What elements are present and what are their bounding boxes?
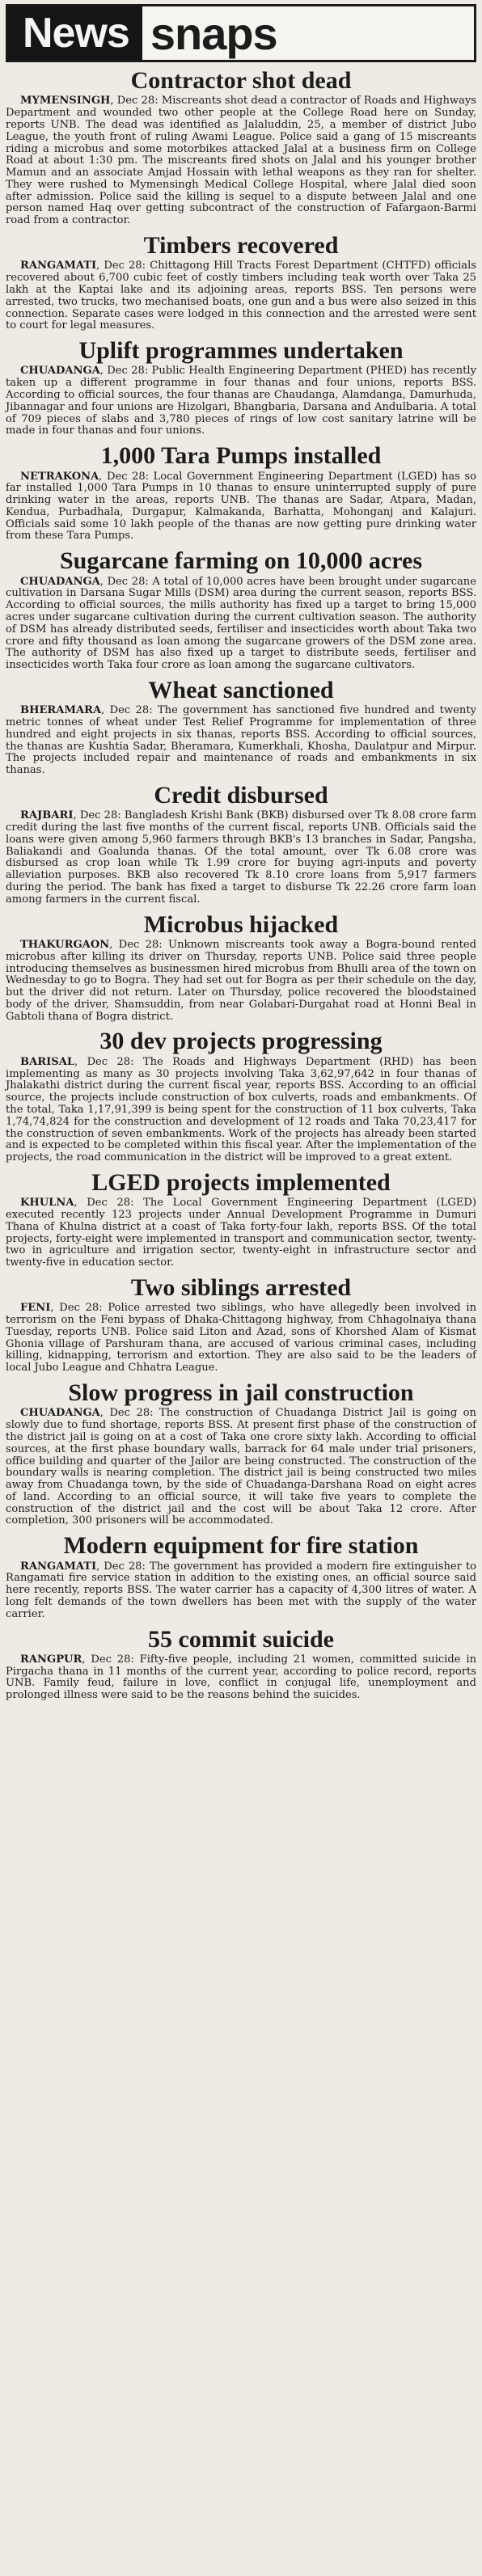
article-text: Dec 28: Unknown miscreants took away a Bogra-bound rented microbus after killing its driver on Thursday, reports UNB. Police said three people introducing themselves as businessmen hired microbus from Bhulli area of the town on Wednesday to go to Bogra. They had set out for Bogra as per their schedule on the day, but the driver did not return. Later on Thursday, police recovered the bloodstained body of the driver, Shamsuddin, from near Golabari-Durgahat road at Honni Beal in Gabtoli thana of Bogra district. — [6, 938, 476, 1023]
headline: Modern equipment for fire station — [63, 1532, 419, 1560]
headline: 30 dev projects progressing — [99, 1028, 383, 1055]
article-text: Dec 28: Bangladesh Krishi Bank (BKB) disbursed over Tk 8.08 crore farm credit during the last five months of the current fiscal, reports UNB. Officials said the loans were given among 5,960 farmers through BKB's 13 branches in Sadar, Pangsha, Baliakandi and Goalunda thanas. Of the total amount, over Tk 6.08 crore was disbursed as crop loan while Tk 1.99 crore for buying agri-inputs and poverty alleviation purposes. BKB also recovered Tk 8.10 crore loans from 5,917 farmers during the period. The bank has fixed a target to disburse Tk 22.26 crore farm loan among farmers in the current fiscal. — [6, 809, 477, 906]
dateline: THAKURGAON — [20, 938, 110, 951]
article-commit-suicide — [6, 1627, 476, 1703]
article-body: CHUADANGA, Dec 28: The construction of Chuadanga District Jail is going on slowly due to fund shortage, reports BSS. At present first phase of the construction of the district jail is going on at a cost of Taka one crore sixty lakh. According to official sources, at the first phase boundary walls, barrack for 64 male under trial prisoners, office building and quarter of the Jailor are being constructed. The construction of the boundary walls is nearing completion. The district jail is being constructed two miles away from Chuadanga town, by the side of Chuadanga-Darshana Road on eight acres of land. According to an official source, it will take five years to complete the construction of the district jail and the cost will be about Taka 12 crore. After completion, 300 prisoners will be accommodated. — [6, 1407, 476, 1527]
dateline: KHULNA — [20, 1197, 74, 1210]
newspaper-column — [6, 4, 476, 2567]
headline: Contractor shot dead — [130, 67, 352, 94]
dateline: FENI — [20, 1302, 51, 1315]
article-uplift-programmes — [6, 338, 476, 437]
article-text: Dec 28: Police arrested two siblings, who have allegedly been involved in terrorism on the Feni bypass of Dhaka-Chittagong highway, from Chhagolnaiya thana Tuesday, reports UNB. Police said Liton and Azad, sons of Khorshed Alam of Kismat Ghonia village of Parshuram thana, are accused of various criminal cases, including killing, kidnapping, terrorism and extortion. They are also said to be the leaders of local Jubo League and Chhatra League. — [6, 1302, 476, 1375]
article-text: Dec 28: Public Health Engineering Department (PHED) has recently taken up a different programme in four thanas and four unions, reports BSS. According to official sources, the four thanas are Chaudanga, Alamdanga, Damurhuda, Jibannagar and four unions are Hizolgari, Bhangbaria, Darsana and Andulbaria. A total of 709 pieces of slabs and 3,780 pieces of rings of low cost sanitary latrine will be made in four thanas and four unions. — [6, 365, 477, 437]
article-timbers-recovered — [6, 233, 476, 332]
article-jail-construction — [6, 1380, 476, 1527]
dateline: CHUADANGA — [20, 1407, 100, 1420]
article-wheat-sanctioned — [6, 678, 476, 777]
article-text: Dec 28: Fifty-five people, including 21 women, committed suicide in Pirgacha thana in 11 months of the current year, according to police record, reports UNB. Family feud, failure in love, conflict in conjugal life, unemployment and prolonged illness were said to be the reasons behind the suicides. — [6, 1653, 476, 1702]
headline: 55 commit suicide — [148, 1625, 334, 1653]
article-body: RANGAMATI, Dec 28: Chittagong Hill Tracts Forest Department (CHTFD) officials recovered about 6,700 cubic feet of costly timbers including teak worth over Taka 25 lakh at the Kaptai lake and its adjoining areas, reports BSS. Ten persons were arrested, two trucks, two mechanised boats, one gun and a bus were also seized in this connection. Separate cases were lodged in this connection and the arrested were sent to court for legal measures. — [6, 260, 477, 332]
dateline: CHUADANGA — [20, 575, 100, 588]
headline: Credit disbursed — [154, 781, 328, 809]
dateline: CHUADANGA — [20, 365, 100, 378]
article-text: Dec 28: Miscreants shot dead a contractor of Roads and Highways Department and wounded two other people at the College Road here on Sunday, reports UNB. The dead was identified as Jalaluddin, 25, a member of district Jubo League, the youth front of ruling Awami League. Police said a gang of 15 miscreants riding a microbus and some motorbikes attacked Jalal at a business firm on College Road at about 1:30 pm. The miscreants fired shots on Jalal and his younger brother Mamun and an associate Amjad Hossain with lethal weapons as they ran for shelter. They were rushed to Mymensingh Medical College Hospital, where Jalal died soon after admission. Police said the killing is sequel to a dispute between Jalal and one person named Haq over getting subcontract of the construction of Fafargaon-Barmi road from a contractor. — [6, 95, 477, 227]
article-body: NETRAKONA, Dec 28: Local Government Engineering Department (LGED) has so far installed 1,000 Tara Pumps in 10 thanas to ensure uninterrupted supply of pure drinking water in the areas, reports UNB. The thanas are Sadar, Atpara, Madan, Kendua, Purbadhala, Durgapur, Kalmakanda, Barhatta, Mohonganj and Kalajuri. Officials said some 10 lakh people of the thanas are now getting pure drinking water from these Tara Pumps. — [6, 470, 476, 543]
article-dev-projects — [6, 1028, 476, 1163]
article-body: CHUADANGA, Dec 28: A total of 10,000 acres have been brought under sugarcane cultivation in Darsana Sugar Mills (DSM) area during the current season, reports BSS. According to official sources, the mills authority has fixed up a target to bring 15,000 acres under sugarcane cultivation during the current cultivation season. The authority of DSM has already distributed seeds, fertiliser and insecticides worth about Taka two crore and fifty thousand as loan among the sugarcane growers of the DSM zone area. The authority of DSM has also fixed up a target to distribute seeds, fertiliser and insecticides worth Taka four crore as loan among the sugarcane cultivators. — [6, 575, 476, 672]
masthead — [6, 4, 476, 62]
headline: Sugarcane farming on 10,000 acres — [59, 547, 423, 575]
dateline: RANGAMATI — [20, 1560, 97, 1573]
masthead-snaps: snaps — [150, 7, 277, 59]
article-body: KHULNA, Dec 28: The Local Government Engineering Department (LGED) executed recently 123 projects under Annual Development Programme in Dumuri Thana of Khulna district at a coast of Taka forty-four lakh, reports BSS. Of the total projects, forty-eight were implemented in transport and communication sector, twenty-two in agriculture and irrigation sector, twenty-eight in infrastructure sector and twenty-five in education sector. — [6, 1197, 476, 1269]
headline: Slow progress in jail construction — [68, 1379, 414, 1407]
article-sugarcane-farming — [6, 548, 476, 672]
article-text: Dec 28: The Roads and Highways Department (RHD) has been implementing as many as 30 projects involving Taka 3,62,97,642 in four thanas of Jhalakathi district during the current fiscal year, reports BSS. According to an official source, the projects include construction of box culverts, roads and embankments. Of the total, Taka 1,17,91,399 is being spent for the construction of 11 box culverts, Taka 1,74,74,824 for the construction and development of 12 roads and Taka 70,23,417 for the construction of seven embankments. Work of the projects has already been started and is expected to be completed within this fiscal year. After the implementation of the projects, the road communication in the district will be improved to a great extent. — [6, 1055, 476, 1164]
headline: Two siblings arrested — [130, 1273, 352, 1301]
article-text: Dec 28: The government has provided a modern fire extinguisher to Rangamati fire service station in addition to the existing ones, an official source said here recently, reports BSS. The water carrier has a capacity of 4,300 litres of water. A long felt demands of the town dwellers has been met with the supply of the water carrier. — [6, 1560, 476, 1620]
headline: 1,000 Tara Pumps installed — [100, 442, 382, 470]
dateline: MYMENSINGH — [20, 95, 111, 108]
dateline: RANGPUR — [20, 1653, 82, 1666]
article-body: BHERAMARA, Dec 28: The government has sanctioned five hundred and twenty metric tonnes of wheat under Test Relief Programme for implementation of three hundred and eight projects in six thanas, reports BSS. According to official sources, the thanas are Kushtia Sadar, Bheramara, Kumerkhali, Khosha, Daulatpur and Mirpur. The projects included repair and maintenance of roads and embankments in six thanas. — [6, 704, 476, 777]
article-body: RAJBARI, Dec 28: Bangladesh Krishi Bank (BKB) disbursed over Tk 8.08 crore farm credit during the last five months of the current fiscal, reports UNB. Officials said the loans were given among 5,960 farmers through BKB's 13 branches in Sadar, Pangsha, Baliakandi and Goalunda thanas. Of the total amount, over Tk 6.08 crore was disbursed as crop loan while Tk 1.99 crore for buying agri-inputs and poverty alleviation purposes. BKB also recovered Tk 8.10 crore loans from 5,917 farmers during the period. The bank has fixed a target to disburse Tk 22.26 crore farm loan among farmers in the current fiscal. — [6, 809, 477, 906]
headline: LGED projects implemented — [91, 1168, 391, 1196]
article-text: Dec 28: A total of 10,000 acres have been brought under sugarcane cultivation in Darsana Sugar Mills (DSM) area during the current season, reports BSS. According to official sources, the mills authority has fixed up a target to bring 15,000 acres under sugarcane cultivation during the current cultivation season. The authority of DSM has already distributed seeds, fertiliser and insecticides worth about Taka two crore and fifty thousand as loan among the sugarcane growers of the DSM zone area. The authority of DSM has also fixed up a target to distribute seeds, fertiliser and insecticides worth Taka four crore as loan among the sugarcane cultivators. — [6, 575, 476, 672]
article-fire-station — [6, 1533, 476, 1620]
article-body: THAKURGAON, Dec 28: Unknown miscreants took away a Bogra-bound rented microbus after killing its driver on Thursday, reports UNB. Police said three people introducing themselves as businessmen hired microbus from Bhulli area of the town on Wednesday to go to Bogra. They had set out for Bogra as per their schedule on the day, but the driver did not return. Later on Thursday, police recovered the bloodstained body of the driver, Shamsuddin, from near Golabari-Durgahat road at Honni Beal in Gabtoli thana of Bogra district. — [6, 938, 476, 1023]
article-credit-disbursed — [6, 783, 476, 906]
dateline: NETRAKONA — [20, 470, 99, 483]
headline: Timbers recovered — [143, 231, 339, 259]
article-body: CHUADANGA, Dec 28: Public Health Engineering Department (PHED) has recently taken up a different programme in four thanas and four unions, reports BSS. According to official sources, the four thanas are Chaudanga, Alamdanga, Damurhuda, Jibannagar and four unions are Hizolgari, Bhangbaria, Darsana and Andulbaria. A total of 709 pieces of slabs and 3,780 pieces of rings of low cost sanitary latrine will be made in four thanas and four unions. — [6, 365, 477, 437]
article-body: RANGPUR, Dec 28: Fifty-five people, including 21 women, committed suicide in Pirgacha thana in 11 months of the current year, according to police record, reports UNB. Family feud, failure in love, conflict in conjugal life, unemployment and prolonged illness were said to be the reasons behind the suicides. — [6, 1653, 476, 1702]
article-contractor-shot-dead — [6, 68, 476, 227]
article-tara-pumps — [6, 443, 476, 543]
article-text: Dec 28: The government has sanctioned five hundred and twenty metric tonnes of wheat under Test Relief Programme for implementation of three hundred and eight projects in six thanas, reports BSS. According to official sources, the thanas are Kushtia Sadar, Bheramara, Kumerkhali, Khosha, Daulatpur and Mirpur. The projects included repair and maintenance of roads and embankments in six thanas. — [6, 704, 476, 777]
article-body: BARISAL, Dec 28: The Roads and Highways Department (RHD) has been implementing as many as 30 projects involving Taka 3,62,97,642 in four thanas of Jhalakathi district during the current fiscal year, reports BSS. According to an official source, the projects include construction of box culverts, roads and embankments. Of the total, Taka 1,17,91,399 is being spent for the construction of 11 box culverts, Taka 1,74,74,824 for the construction and development of 12 roads and Taka 70,23,417 for the construction of seven embankments. Work of the projects has already been started and is expected to be completed within this fiscal year. After the implementation of the projects, the road communication in the district will be improved to a great extent. — [6, 1055, 476, 1164]
article-text: Dec 28: The construction of Chuadanga District Jail is going on slowly due to fund shortage, reports BSS. At present first phase of the construction of the district jail is going on at a cost of Taka one crore sixty lakh. According to official sources, at the first phase boundary walls, barrack for 64 male under trial prisoners, office building and quarter of the Jailor are being constructed. The construction of the boundary walls is nearing completion. The district jail is being constructed two miles away from Chuadanga town, by the side of Chuadanga-Darshana Road on eight acres of land. According to an official source, it will take five years to complete the construction of the district jail and the cost will be about Taka 12 crore. After completion, 300 prisoners will be accommodated. — [6, 1407, 476, 1527]
article-body: RANGAMATI, Dec 28: The government has provided a modern fire extinguisher to Rangamati fire service station in addition to the existing ones, an official source said here recently, reports BSS. The water carrier has a capacity of 4,300 litres of water. A long felt demands of the town dwellers has been met with the supply of the water carrier. — [6, 1560, 476, 1620]
article-text: Dec 28: Chittagong Hill Tracts Forest Department (CHTFD) officials recovered about 6,700 cubic feet of costly timbers including teak worth over Taka 25 lakh at the Kaptai lake and its adjoining areas, reports BSS. Ten persons were arrested, two trucks, two mechanised boats, one gun and a bus were also seized in this connection. Separate cases were lodged in this connection and the arrested were sent to court for legal measures. — [6, 260, 477, 332]
masthead-news: News — [8, 6, 142, 60]
article-body: MYMENSINGH, Dec 28: Miscreants shot dead a contractor of Roads and Highways Department and wounded two other people at the College Road here on Sunday, reports UNB. The dead was identified as Jalaluddin, 25, a member of district Jubo League, the youth front of ruling Awami League. Police said a gang of 15 miscreants riding a microbus and some motorbikes attacked Jalal at a business firm on College Road at about 1:30 pm. The miscreants fired shots on Jalal and his younger brother Mamun and an associate Amjad Hossain with lethal weapons as they ran for shelter. They were rushed to Mymensingh Medical College Hospital, where Jalal died soon after admission. Police said the killing is sequel to a dispute between Jalal and one person named Haq over getting subcontract of the construction of Fafargaon-Barmi road from a contractor. — [6, 95, 477, 227]
article-microbus-hijacked — [6, 912, 476, 1024]
dateline: RANGAMATI — [20, 260, 97, 272]
article-lged-projects — [6, 1170, 476, 1269]
dateline: RAJBARI — [20, 809, 74, 822]
article-two-siblings-arrested — [6, 1275, 476, 1375]
article-text: Dec 28: Local Government Engineering Department (LGED) has so far installed 1,000 Tara Pumps in 10 thanas to ensure uninterrupted supply of pure drinking water in the areas, reports UNB. The thanas are Sadar, Atpara, Madan, Kendua, Purbadhala, Durgapur, Kalmakanda, Barhatta, Mohonganj and Kalajuri. Officials said some 10 lakh people of the thanas are now getting pure drinking water from these Tara Pumps. — [6, 470, 476, 543]
dateline: BHERAMARA — [20, 704, 102, 717]
headline: Microbus hijacked — [143, 910, 339, 938]
headline: Uplift programmes undertaken — [78, 337, 404, 365]
article-text: Dec 28: The Local Government Engineering Department (LGED) executed recently 123 projects under Annual Development Programme in Dumuri Thana of Khulna district at a coast of Taka forty-four lakh, reports BSS. Of the total projects, forty-eight were implemented in transport and communication sector, twenty-two in agriculture and irrigation sector, twenty-eight in infrastructure sector and twenty-five in education sector. — [6, 1197, 476, 1269]
headline: Wheat sanctioned — [148, 676, 334, 703]
article-body: FENI, Dec 28: Police arrested two siblings, who have allegedly been involved in terrorism on the Feni bypass of Dhaka-Chittagong highway, from Chhagolnaiya thana Tuesday, reports UNB. Police said Liton and Azad, sons of Khorshed Alam of Kismat Ghonia village of Parshuram thana, are accused of various criminal cases, including killing, kidnapping, terrorism and extortion. They are also said to be the leaders of local Jubo League and Chhatra League. — [6, 1302, 476, 1375]
dateline: BARISAL — [20, 1055, 75, 1068]
